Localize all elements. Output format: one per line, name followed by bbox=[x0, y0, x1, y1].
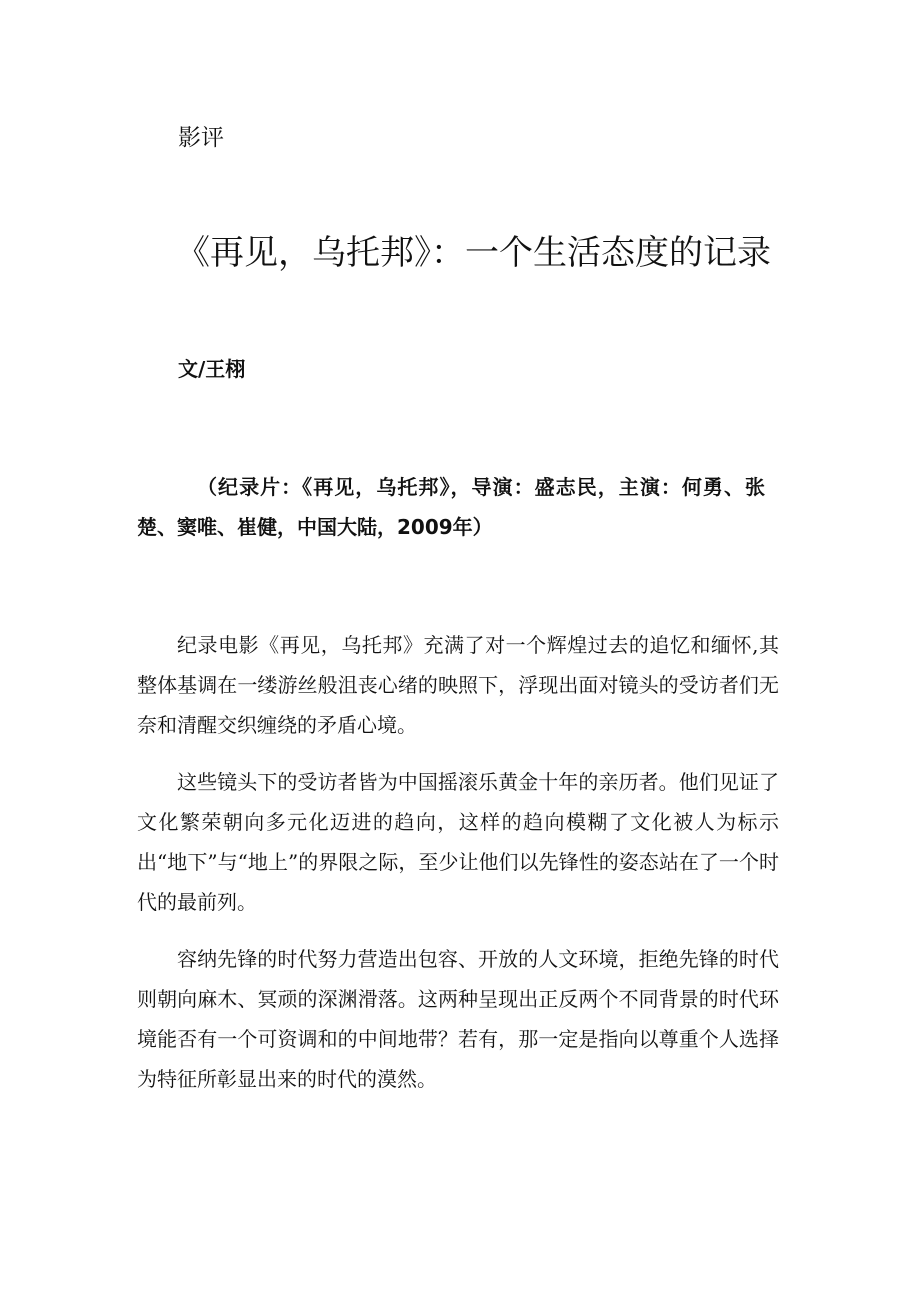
author-byline: 文/王栩 bbox=[178, 357, 246, 381]
body-paragraph: 这些镜头下的受访者皆为中国摇滚乐黄金十年的亲历者。他们见证了文化繁荣朝向多元化迈进的趋向，这样的趋向模糊了文化被人为标示出“地下”与“地上”的界限之际，至少让他们以先锋性的姿态站在了一个时代的最前列。 bbox=[137, 770, 779, 914]
body-paragraph: 纪录电影《再见，乌托邦》充满了对一个辉煌过去的追忆和缅怀,其整体基调在一缕游丝般沮丧心绪的映照下，浮现出面对镜头的受访者们无奈和清醒交织缠绕的矛盾心境。 bbox=[137, 633, 779, 737]
film-info: （纪录片：《再见，乌托邦》，导演：盛志民，主演：何勇、张楚、窦唯、崔健，中国大陆，2009年） bbox=[137, 475, 765, 539]
article-title: 《再见，乌托邦》：一个生活态度的记录 bbox=[176, 233, 771, 273]
section-label: 影评 bbox=[178, 125, 224, 151]
article-body bbox=[137, 625, 779, 1116]
body-paragraph: 容纳先锋的时代努力营造出包容、开放的人文环境，拒绝先锋的时代则朝向麻木、冥顽的深渊滑落。这两种呈现出正反两个不同背景的时代环境能否有一个可资调和的中间地带？若有，那一定是指向以尊重个人选择为特征所彰显出来的时代的漠然。 bbox=[137, 947, 779, 1091]
